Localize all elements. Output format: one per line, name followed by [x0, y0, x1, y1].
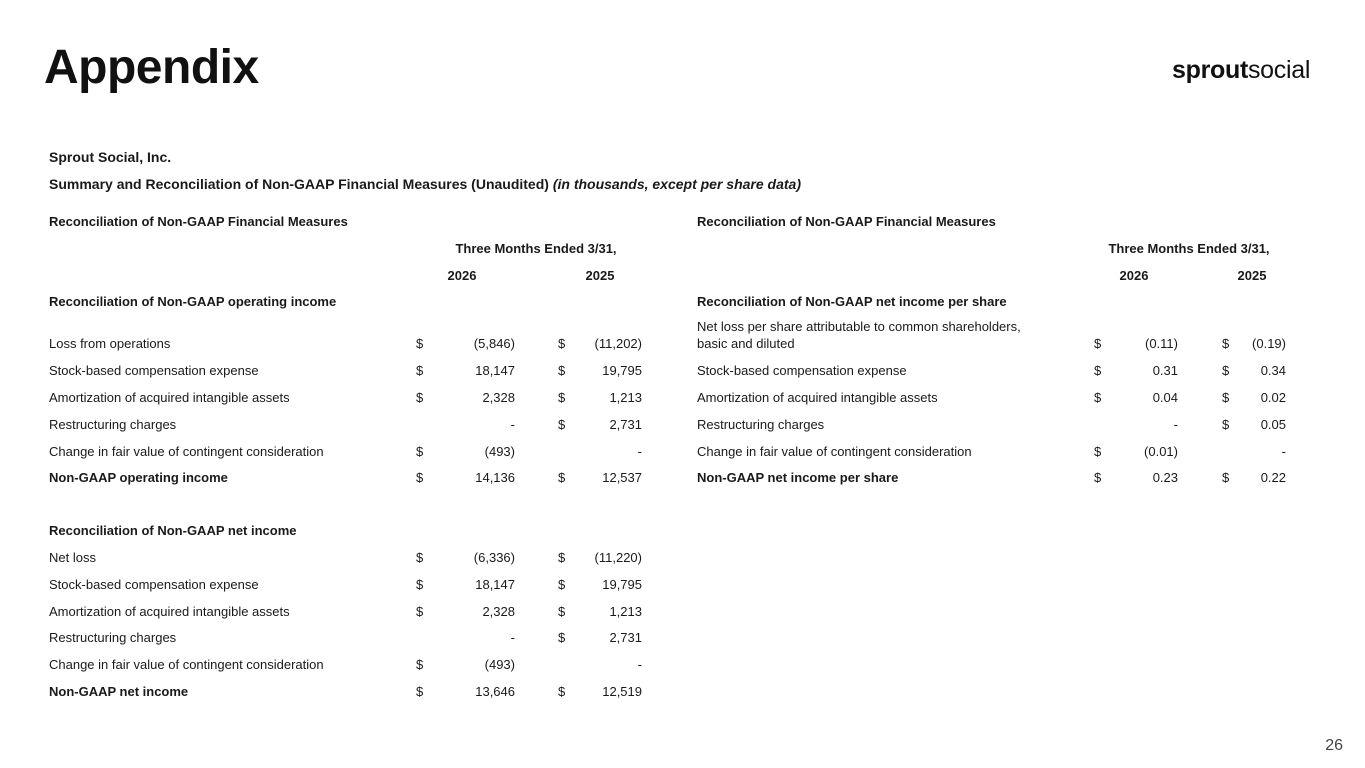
right-table-heading: Reconciliation of Non-GAAP Financial Measures — [697, 214, 996, 229]
value-2026: - — [1173, 417, 1178, 432]
section-title: Reconciliation of Non-GAAP operating income — [49, 294, 337, 309]
right-section-title: Reconciliation of Non-GAAP net income per share — [697, 294, 1007, 309]
currency-symbol: $ — [558, 604, 566, 619]
value-2025: 0.05 — [1260, 417, 1286, 432]
row-label: Amortization of acquired intangible assets — [697, 390, 938, 405]
report-subtitle-main: Summary and Reconciliation of Non-GAAP Financial Measures (Unaudited) — [49, 176, 549, 192]
value-2026: - — [510, 630, 515, 645]
currency-symbol: $ — [1222, 363, 1230, 378]
value-2026: 0.23 — [1152, 470, 1178, 485]
logo-bold-text: sprout — [1172, 56, 1248, 84]
value-2025: - — [637, 444, 642, 459]
value-2026: - — [510, 417, 515, 432]
currency-symbol: $ — [416, 470, 424, 485]
value-2025: - — [1281, 444, 1286, 459]
value-2025: 1,213 — [609, 604, 642, 619]
logo-light-text: social — [1247, 56, 1311, 84]
row-label: Restructuring charges — [49, 417, 177, 432]
page-number: 26 — [1325, 737, 1343, 754]
row-label: Amortization of acquired intangible assets — [49, 604, 290, 619]
row-label: Change in fair value of contingent consideration — [49, 444, 324, 459]
currency-symbol: $ — [416, 684, 424, 699]
left-period-header: Three Months Ended 3/31, — [455, 241, 617, 256]
currency-symbol: $ — [558, 390, 566, 405]
value-2026: (0.01) — [1144, 444, 1178, 459]
value-2026: 14,136 — [475, 470, 515, 485]
page-title: Appendix — [44, 41, 259, 94]
value-2026: 0.04 — [1152, 390, 1178, 405]
row-label: Loss from operations — [49, 336, 171, 351]
value-2025: 12,537 — [602, 470, 642, 485]
currency-symbol: $ — [558, 630, 566, 645]
report-subtitle-note: (in thousands, except per share data) — [552, 176, 801, 192]
currency-symbol: $ — [558, 470, 566, 485]
row-label: Non-GAAP operating income — [49, 470, 228, 485]
currency-symbol: $ — [1222, 417, 1230, 432]
left-year2-header: 2025 — [585, 268, 615, 283]
currency-symbol: $ — [558, 684, 566, 699]
row-label: Non-GAAP net income per share — [697, 470, 899, 485]
section-title: Reconciliation of Non-GAAP net income — [49, 523, 297, 538]
value-2025: 2,731 — [609, 417, 642, 432]
row-label: Change in fair value of contingent consideration — [697, 444, 972, 459]
currency-symbol: $ — [558, 363, 566, 378]
right-year1-header: 2026 — [1119, 268, 1149, 283]
currency-symbol: $ — [416, 336, 424, 351]
value-2026: 2,328 — [482, 604, 515, 619]
row-label: Net loss — [49, 550, 96, 565]
value-2025: 12,519 — [602, 684, 642, 699]
currency-symbol: $ — [558, 550, 566, 565]
currency-symbol: $ — [558, 577, 566, 592]
value-2025: 0.22 — [1260, 470, 1286, 485]
value-2025: (0.19) — [1252, 336, 1286, 351]
value-2025: (11,202) — [594, 336, 642, 351]
row-label: Amortization of acquired intangible assets — [49, 390, 290, 405]
currency-symbol: $ — [1094, 363, 1102, 378]
value-2026: (493) — [484, 444, 515, 459]
value-2025: - — [637, 657, 642, 672]
currency-symbol: $ — [558, 417, 566, 432]
value-2026: (6,336) — [473, 550, 515, 565]
value-2025: 19,795 — [602, 577, 642, 592]
currency-symbol: $ — [1094, 336, 1102, 351]
currency-symbol: $ — [1094, 470, 1102, 485]
sprout-social-logo — [1172, 56, 1310, 85]
row-label: Net loss per share attributable to common shareholders, — [697, 319, 1021, 334]
value-2026: (0.11) — [1145, 336, 1178, 351]
currency-symbol: $ — [416, 444, 424, 459]
value-2026: 18,147 — [475, 577, 515, 592]
currency-symbol: $ — [416, 604, 424, 619]
currency-symbol: $ — [1222, 336, 1230, 351]
value-2025: 2,731 — [609, 630, 642, 645]
row-label: Restructuring charges — [697, 417, 825, 432]
currency-symbol: $ — [1094, 444, 1102, 459]
row-label: Stock-based compensation expense — [697, 363, 907, 378]
value-2025: (11,220) — [594, 550, 642, 565]
value-2026: 18,147 — [475, 363, 515, 378]
currency-symbol: $ — [416, 577, 424, 592]
value-2025: 1,213 — [609, 390, 642, 405]
currency-symbol: $ — [1222, 390, 1230, 405]
report-subtitle — [49, 176, 801, 192]
row-label: Stock-based compensation expense — [49, 577, 259, 592]
row-label-continued: basic and diluted — [697, 336, 795, 351]
value-2025: 0.02 — [1260, 390, 1286, 405]
company-name: Sprout Social, Inc. — [49, 149, 172, 165]
right-period-header: Three Months Ended 3/31, — [1108, 241, 1270, 256]
currency-symbol: $ — [1094, 390, 1102, 405]
value-2025: 19,795 — [602, 363, 642, 378]
currency-symbol: $ — [416, 550, 424, 565]
left-year1-header: 2026 — [447, 268, 477, 283]
right-year2-header: 2025 — [1237, 268, 1267, 283]
value-2025: 0.34 — [1260, 363, 1286, 378]
row-label: Non-GAAP net income — [49, 684, 189, 699]
row-label: Stock-based compensation expense — [49, 363, 259, 378]
value-2026: (5,846) — [473, 336, 515, 351]
currency-symbol: $ — [558, 336, 566, 351]
row-label: Restructuring charges — [49, 630, 177, 645]
value-2026: (493) — [484, 657, 515, 672]
value-2026: 0.31 — [1152, 363, 1178, 378]
currency-symbol: $ — [416, 363, 424, 378]
row-label: Change in fair value of contingent consideration — [49, 657, 324, 672]
currency-symbol: $ — [416, 390, 424, 405]
currency-symbol: $ — [1222, 470, 1230, 485]
left-table-heading: Reconciliation of Non-GAAP Financial Measures — [49, 214, 348, 229]
value-2026: 13,646 — [475, 684, 515, 699]
currency-symbol: $ — [416, 657, 424, 672]
value-2026: 2,328 — [482, 390, 515, 405]
